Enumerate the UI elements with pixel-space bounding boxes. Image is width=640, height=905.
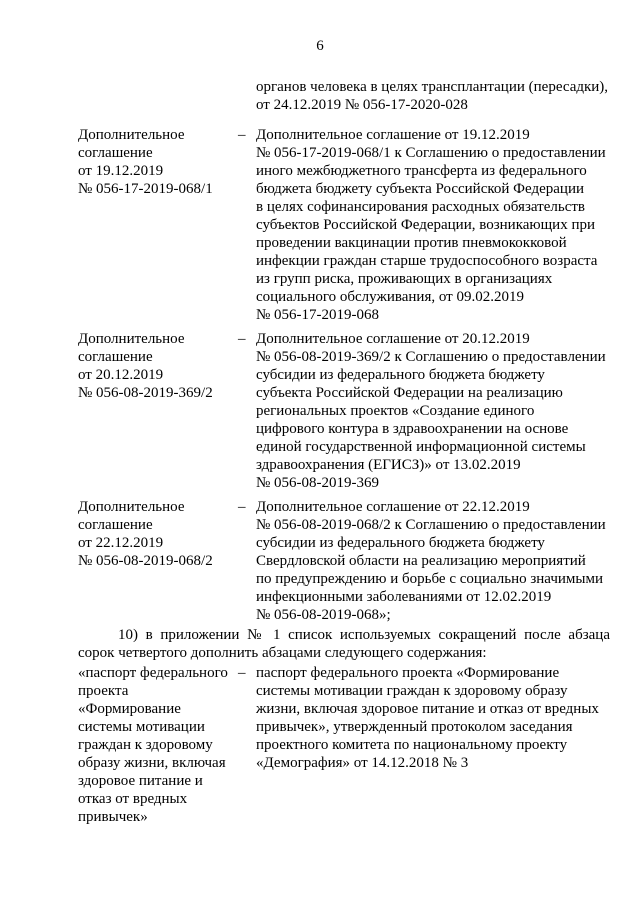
definition-line: Дополнительное соглашение от 20.12.2019	[256, 331, 530, 347]
definition-line: № 056-08-2019-369	[256, 475, 380, 491]
entry-term	[78, 498, 230, 570]
paragraph-line: 10) в приложении № 1 список используемых сокращений после абзаца	[118, 627, 610, 643]
page-number: 6	[316, 38, 324, 54]
entry-definition	[256, 664, 618, 772]
definition-line: № 056-08-2019-068/2 к Соглашению о предоставлении	[256, 517, 606, 533]
definition-line: субсидии из федерального бюджета бюджету	[256, 367, 545, 383]
definition-line: «Демография» от 14.12.2018 № 3	[256, 755, 469, 771]
text-line: от 24.12.2019 № 056-17-2020-028	[256, 97, 468, 113]
definition-line: проектного комитета по национальному проекту	[256, 737, 568, 753]
definition-line: инфекционными заболеваниями от 12.02.2019	[256, 589, 552, 605]
definition-line: жизни, включая здоровое питание и отказ от вредных	[256, 701, 599, 717]
term-line: системы мотивации	[78, 719, 205, 735]
definition-line: по предупреждению и борьбе с социально значимыми	[256, 571, 604, 587]
term-line: Дополнительное	[78, 127, 185, 143]
entry-dash: –	[238, 331, 246, 347]
paragraph-line: сорок четвертого дополнить абзацами следующего содержания:	[78, 645, 487, 661]
term-line: здоровое питание и	[78, 773, 203, 789]
term-line: № 056-08-2019-369/2	[78, 385, 213, 401]
entry-definition	[256, 330, 618, 492]
definition-line: системы мотивации граждан к здоровому образу	[256, 683, 568, 699]
entry-dash: –	[238, 499, 246, 515]
entry-term	[78, 330, 230, 402]
definition-line: инфекции граждан старше трудоспособного возраста	[256, 253, 598, 269]
term-line: № 056-17-2019-068/1	[78, 181, 213, 197]
definition-line: Дополнительное соглашение от 19.12.2019	[256, 127, 530, 143]
definition-line: здравоохранения (ЕГИСЗ)» от 13.02.2019	[256, 457, 521, 473]
term-line: отказ от вредных	[78, 791, 188, 807]
text-line: органов человека в целях трансплантации (пересадки),	[256, 79, 609, 95]
term-line: соглашение	[78, 349, 153, 365]
term-line: привычек»	[78, 809, 148, 825]
definition-line: № 056-17-2019-068	[256, 307, 380, 323]
definition-line: Свердловской области на реализацию мероприятий	[256, 553, 586, 569]
amendment-paragraph	[78, 626, 610, 662]
definition-line: субъекта Российской Федерации на реализацию	[256, 385, 563, 401]
entry-term	[78, 664, 230, 826]
term-line: соглашение	[78, 145, 153, 161]
term-line: соглашение	[78, 517, 153, 533]
term-line: № 056-08-2019-068/2	[78, 553, 213, 569]
definition-line: проведении вакцинации против пневмококковой	[256, 235, 567, 251]
term-line: «Формирование	[78, 701, 181, 717]
term-line: образу жизни, включая	[78, 755, 226, 771]
term-line: от 19.12.2019	[78, 163, 164, 179]
definition-line: Дополнительное соглашение от 22.12.2019	[256, 499, 530, 515]
term-line: «паспорт федерального	[78, 665, 228, 681]
definition-line: из групп риска, проживающих в организациях	[256, 271, 553, 287]
definition-line: единой государственной информационной системы	[256, 439, 586, 455]
entry-definition	[256, 498, 618, 624]
term-line: от 20.12.2019	[78, 367, 164, 383]
definition-line: № 056-08-2019-068»;	[256, 607, 391, 623]
term-line: от 22.12.2019	[78, 535, 164, 551]
definition-line: № 056-17-2019-068/1 к Соглашению о предоставлении	[256, 145, 606, 161]
term-line: проекта	[78, 683, 129, 699]
definition-line: в целях софинансирования расходных обязательств	[256, 199, 585, 215]
definition-line: региональных проектов «Создание единого	[256, 403, 535, 419]
definition-line: № 056-08-2019-369/2 к Соглашению о предоставлении	[256, 349, 606, 365]
entry-definition	[256, 126, 618, 324]
entry-term	[78, 126, 230, 198]
definition-line: цифрового контура в здравоохранении на основе	[256, 421, 569, 437]
definition-line: паспорт федерального проекта «Формирование	[256, 665, 560, 681]
entry-dash: –	[238, 665, 246, 681]
term-line: Дополнительное	[78, 499, 185, 515]
definition-line: социального обслуживания, от 09.02.2019	[256, 289, 524, 305]
definition-line: иного межбюджетного трансферта из федерального	[256, 163, 587, 179]
definition-line: субсидии из федерального бюджета бюджету	[256, 535, 545, 551]
entry-dash: –	[238, 127, 246, 143]
term-line: граждан к здоровому	[78, 737, 213, 753]
definition-line: субъектов Российской Федерации, возникающих при	[256, 217, 595, 233]
term-line: Дополнительное	[78, 331, 185, 347]
definition-line: бюджета бюджету субъекта Российской Федерации	[256, 181, 585, 197]
definition-line: привычек», утвержденный протоколом заседания	[256, 719, 573, 735]
